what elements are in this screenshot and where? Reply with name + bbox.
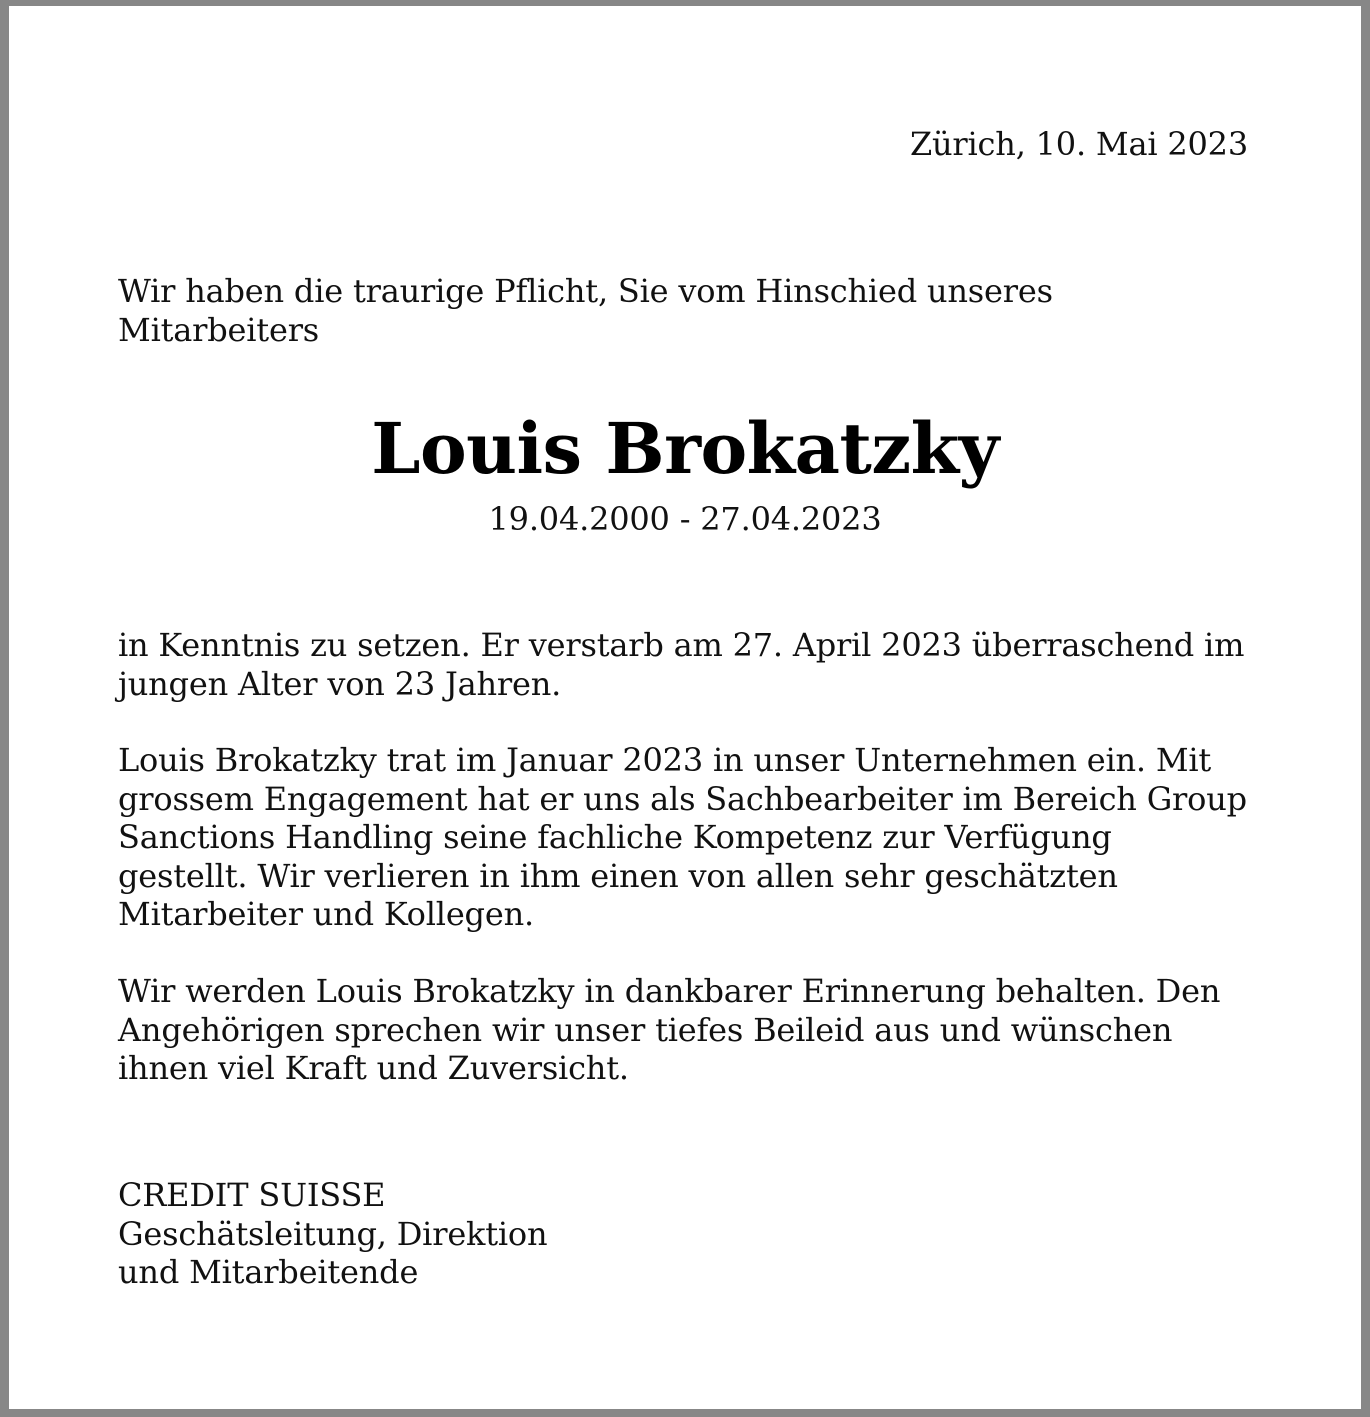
signature-block [118,1176,547,1292]
paragraph-condolences [118,972,1220,1088]
paragraph-line: Wir werden Louis Brokatzky in dankbarer Erinnerung behalten. Den [118,972,1221,1010]
deceased-name: Louis Brokatzky [371,407,999,490]
paragraph-line: Angehörigen sprechen wir unser tiefes Beileid aus und wünschen [118,1010,1173,1049]
signature-line: und Mitarbeitende [118,1253,419,1291]
lifespan-dates: 19.04.2000 - 27.04.2023 [488,500,882,538]
place-date: Zürich, 10. Mai 2023 [909,125,1248,163]
paragraph-line: Louis Brokatzky trat im Januar 2023 in unser Unternehmen ein. Mit [118,741,1212,779]
intro-text [118,272,1053,349]
paragraph-line: jungen Alter von 23 Jahren. [118,664,562,703]
signature-line: Geschätsleitung, Direktion [118,1214,548,1253]
paragraph-career [118,741,1247,934]
signature-company: CREDIT SUISSE [118,1176,386,1214]
paragraph-line: grossem Engagement hat er uns als Sachbearbeiter im Bereich Group [118,779,1247,818]
paragraph-line: gestellt. Wir verlieren in ihm einen von allen sehr geschätzten [118,856,1118,895]
paragraph-line: ihnen viel Kraft und Zuversicht. [118,1049,629,1087]
paragraph-line: Mitarbeiter und Kollegen. [118,895,534,933]
intro-line: Wir haben die traurige Pflicht, Sie vom Hinschied unseres [118,272,1053,310]
paragraph-line: in Kenntnis zu setzen. Er verstarb am 27. April 2023 überraschend im [118,626,1245,664]
paragraph-line: Sanctions Handling seine fachliche Kompetenz zur Verfügung [118,818,1112,856]
paragraph-announcement [118,626,1244,703]
intro-line: Mitarbeiters [118,310,320,349]
